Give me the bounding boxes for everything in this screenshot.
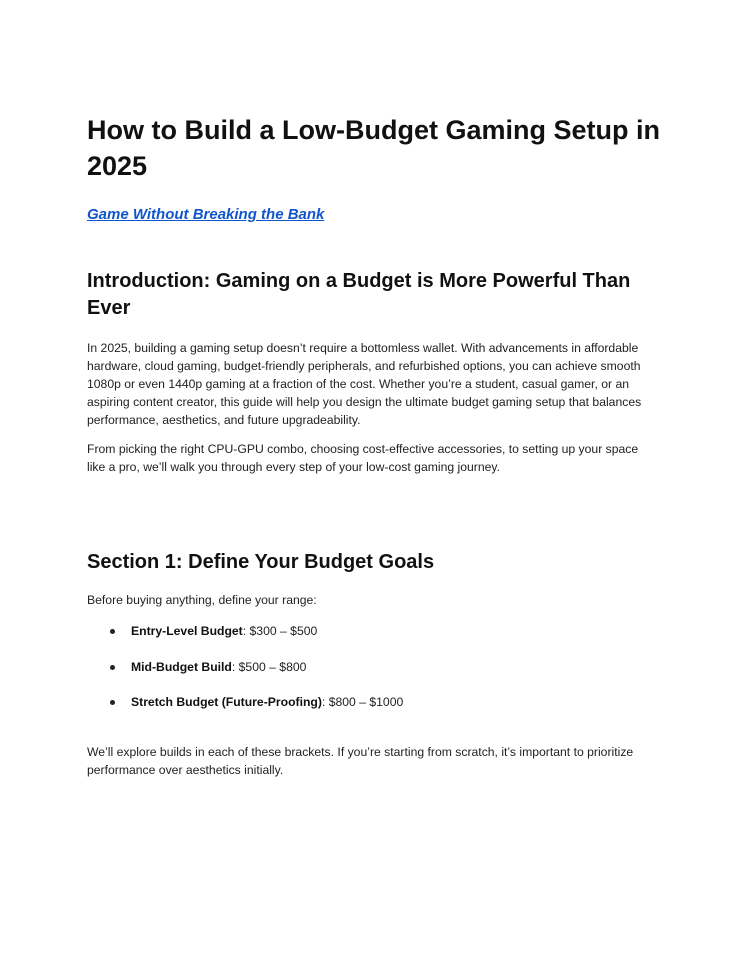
list-item-text	[131, 622, 317, 640]
section-1-lead: Before buying anything, define your range:	[87, 593, 317, 607]
section-1-closing: We’ll explore builds in each of these brackets. If you’re starting from scratch, it’s important to prioritize performance over aesthetics initially.	[87, 745, 634, 777]
subtitle	[87, 205, 324, 225]
list-item-label: Mid-Budget Build	[131, 659, 232, 674]
list-item-range: : $500 – $800	[231, 659, 307, 674]
bullet-icon	[110, 700, 115, 705]
page-title: How to Build a Low-Budget Gaming Setup in 2025	[87, 115, 660, 181]
list-item-text	[131, 693, 403, 711]
list-item	[87, 622, 662, 640]
section-1-heading: Section 1: Define Your Budget Goals	[87, 551, 435, 573]
list-item-label: Entry-Level Budget	[131, 624, 243, 638]
bullet-icon	[110, 665, 115, 670]
list-item	[87, 658, 662, 676]
list-item-range: : $800 – $1000	[321, 695, 404, 709]
list-item-text	[131, 658, 306, 676]
intro-heading: Introduction: Gaming on a Budget is More Powerful Than Ever	[87, 270, 631, 319]
intro-paragraph-1: In 2025, building a gaming setup doesn’t require a bottomless wallet. With advancements in affordable hardware, cloud gaming, budget-friendly peripherals, and refurbished options, you can achieve smooth 1080p or even 1440p gaming at a fraction of the cost. Whether you’re a student, casual gamer, or an aspiring content creator, this guide will help you design the ultimate budget gaming setup that balances performance, aesthetics, and future upgradeability.	[87, 341, 642, 427]
subtitle-link[interactable]: Game Without Breaking the Bank	[87, 206, 325, 223]
list-item-label: Stretch Budget (Future-Proofing)	[131, 695, 322, 709]
list-item-range: : $300 – $500	[242, 624, 318, 638]
bullet-icon	[110, 629, 115, 634]
budget-list	[87, 622, 662, 711]
list-item	[87, 693, 662, 711]
intro-paragraph-2: From picking the right CPU-GPU combo, choosing cost-effective accessories, to setting up your space like a pro, we’ll walk you through every step of your low-cost gaming journey.	[87, 442, 639, 474]
